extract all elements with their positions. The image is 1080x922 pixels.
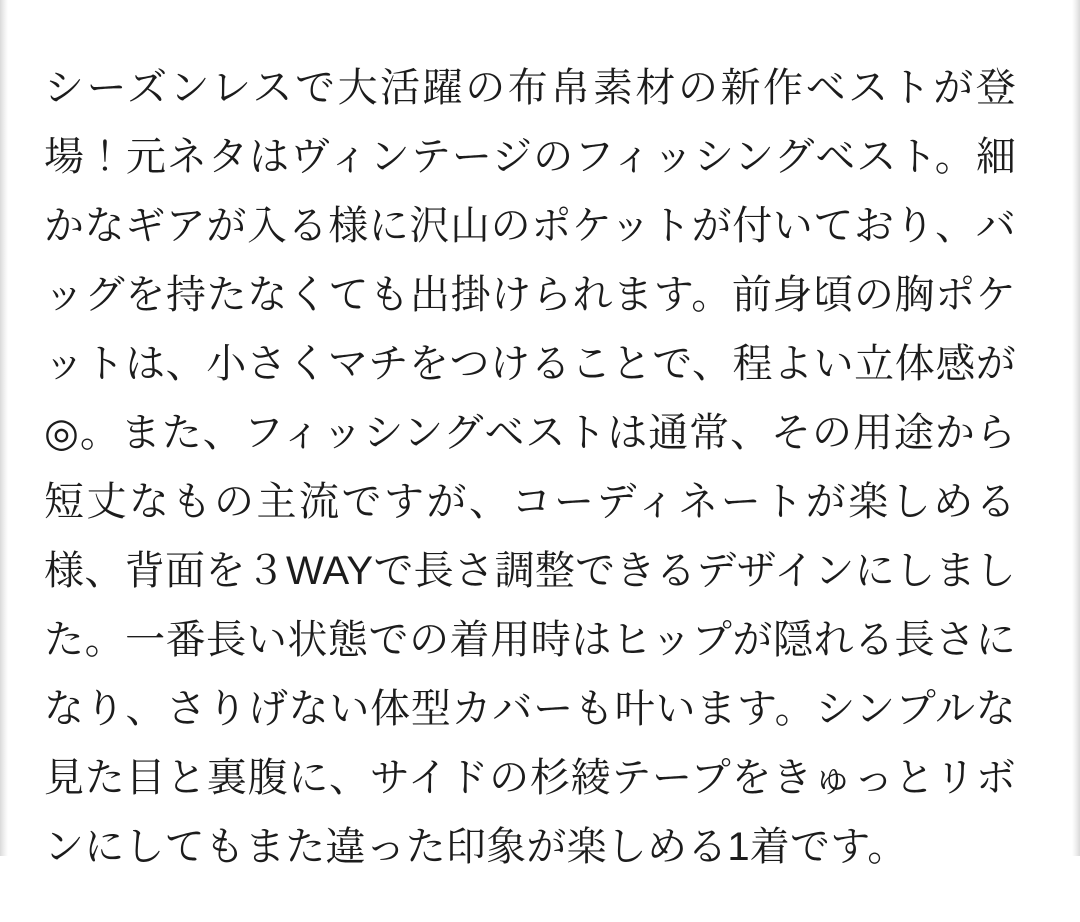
product-description-paragraph: シーズンレスで大活躍の布帛素材の新作ベストが登場！元ネタはヴィンテージのフィッシングベスト。細かなギアが入る様に沢山のポケットが付いており、バッグを持たなくても出掛けられます。前身頃の胸ポケットは、小さくマチをつけることで、程よい立体感が◎。また、フィッシングベストは通常、その用途から短丈なもの主流ですが、コーディネートが楽しめる様、背面を３WAYで長さ調整できるデザインにしました。一番長い状態での着用時はヒップが隠れる長さになり、さりげない体型カバーも叶います。シンプルな見た目と裏腹に、サイドの杉綾テープをきゅっとリボンにしてもまた違った印象が楽しめる1着です。 [44, 66, 1016, 869]
page-edge-right-shadow [1072, 0, 1080, 856]
page-edge-left-shadow [0, 0, 8, 856]
document-content [44, 14, 1016, 922]
